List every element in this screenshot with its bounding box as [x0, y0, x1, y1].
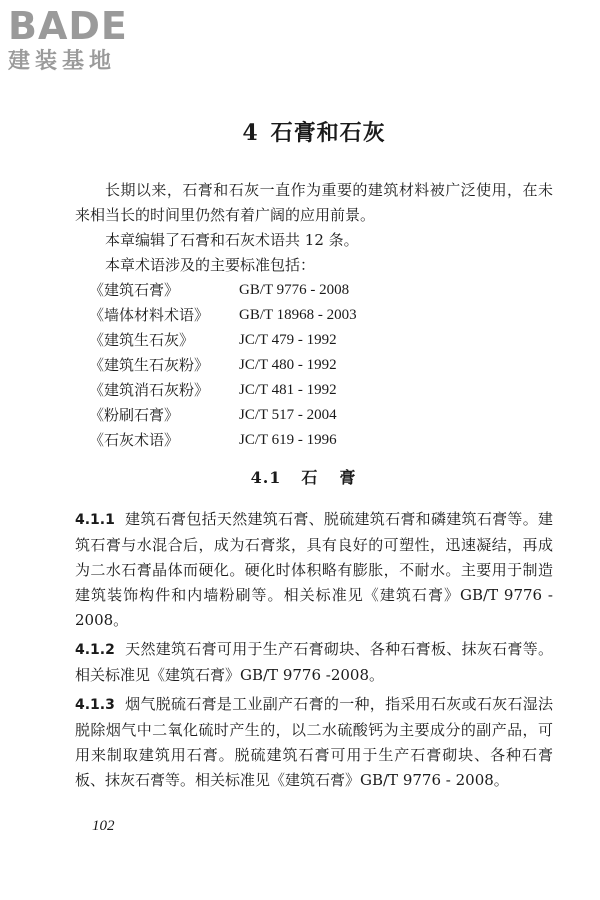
watermark-brand: BADE — [8, 4, 128, 48]
watermark-logo — [8, 4, 178, 76]
clause-number: 4.1.3 — [75, 697, 115, 713]
standard-name: 《建筑石膏》 — [89, 281, 180, 299]
standard-row — [75, 428, 553, 453]
section-title — [75, 465, 553, 491]
intro-standards-lead: 本章术语涉及的主要标准包括： — [105, 256, 316, 274]
standard-code: JC/T 517 - 2004 — [239, 407, 337, 423]
section-title-text: 石膏 — [301, 468, 378, 487]
intro-paragraph: 长期以来，石膏和石灰一直作为重要的建筑材料被广泛使用，在未来相当长的时间里仍然有着广阔的应用前景。 — [75, 181, 553, 224]
standard-code: GB/T 18968 - 2003 — [239, 307, 357, 323]
standard-name: 《建筑消石灰粉》 — [89, 381, 210, 399]
standard-row — [75, 403, 553, 428]
standard-code: GB/T 9776 - 2008 — [239, 282, 350, 298]
page-content — [75, 118, 553, 797]
clause — [75, 637, 553, 688]
standard-name: 《石灰术语》 — [89, 431, 180, 449]
standard-row — [75, 278, 553, 303]
standard-row — [75, 303, 553, 328]
clause-number: 4.1.2 — [75, 642, 115, 658]
standard-row — [75, 378, 553, 403]
standard-name: 《墙体材料术语》 — [89, 306, 210, 324]
standard-name: 《建筑生石灰》 — [89, 331, 195, 349]
clause — [75, 507, 553, 633]
chapter-title-text: 石膏和石灰 — [270, 120, 386, 146]
standard-row — [75, 328, 553, 353]
chapter-number: 4 — [242, 120, 259, 146]
clause-number: 4.1.1 — [75, 512, 115, 528]
standard-code: JC/T 480 - 1992 — [239, 357, 337, 373]
standard-name: 《粉刷石膏》 — [89, 406, 180, 424]
standard-code: JC/T 481 - 1992 — [239, 382, 337, 398]
intro-count: 本章编辑了石膏和石灰术语共 12 条。 — [105, 231, 359, 249]
clause — [75, 692, 553, 793]
standard-code: JC/T 479 - 1992 — [239, 332, 337, 348]
watermark-subtitle: 建装基地 — [8, 49, 117, 74]
standards-list — [75, 278, 553, 453]
clause-text: 建筑石膏包括天然建筑石膏、脱硫建筑石膏和磷建筑石膏等。建筑石膏与水混合后，成为石膏浆，具有良好的可塑性，迅速凝结，再成为二水石膏晶体而硬化。硬化时体积略有膨胀，不耐水。主要用于制造建筑装饰构件和内墙粉刷等。相关标准见《建筑石膏》GB/T 9776 - 2008。 — [75, 510, 553, 629]
standard-row — [75, 353, 553, 378]
standard-name: 《建筑生石灰粉》 — [89, 356, 210, 374]
page-number: 102 — [92, 818, 115, 834]
chapter-title — [75, 118, 553, 148]
standard-code: JC/T 619 - 1996 — [239, 432, 337, 448]
section-number: 4.1 — [250, 468, 282, 487]
clause-text: 天然建筑石膏可用于生产石膏砌块、各种石膏板、抹灰石膏等。相关标准见《建筑石膏》GB/T 9776 -2008。 — [75, 640, 553, 684]
clause-text: 烟气脱硫石膏是工业副产石膏的一种，指采用石灰或石灰石湿法脱除烟气中二氧化硫时产生的，以二水硫酸钙为主要成分的副产品，可用来制取建筑用石膏。脱硫建筑石膏可用于生产石膏砌块、各种石膏板、抹灰石膏等。相关标准见《建筑石膏》GB/T 9776 - 2008。 — [75, 695, 553, 789]
